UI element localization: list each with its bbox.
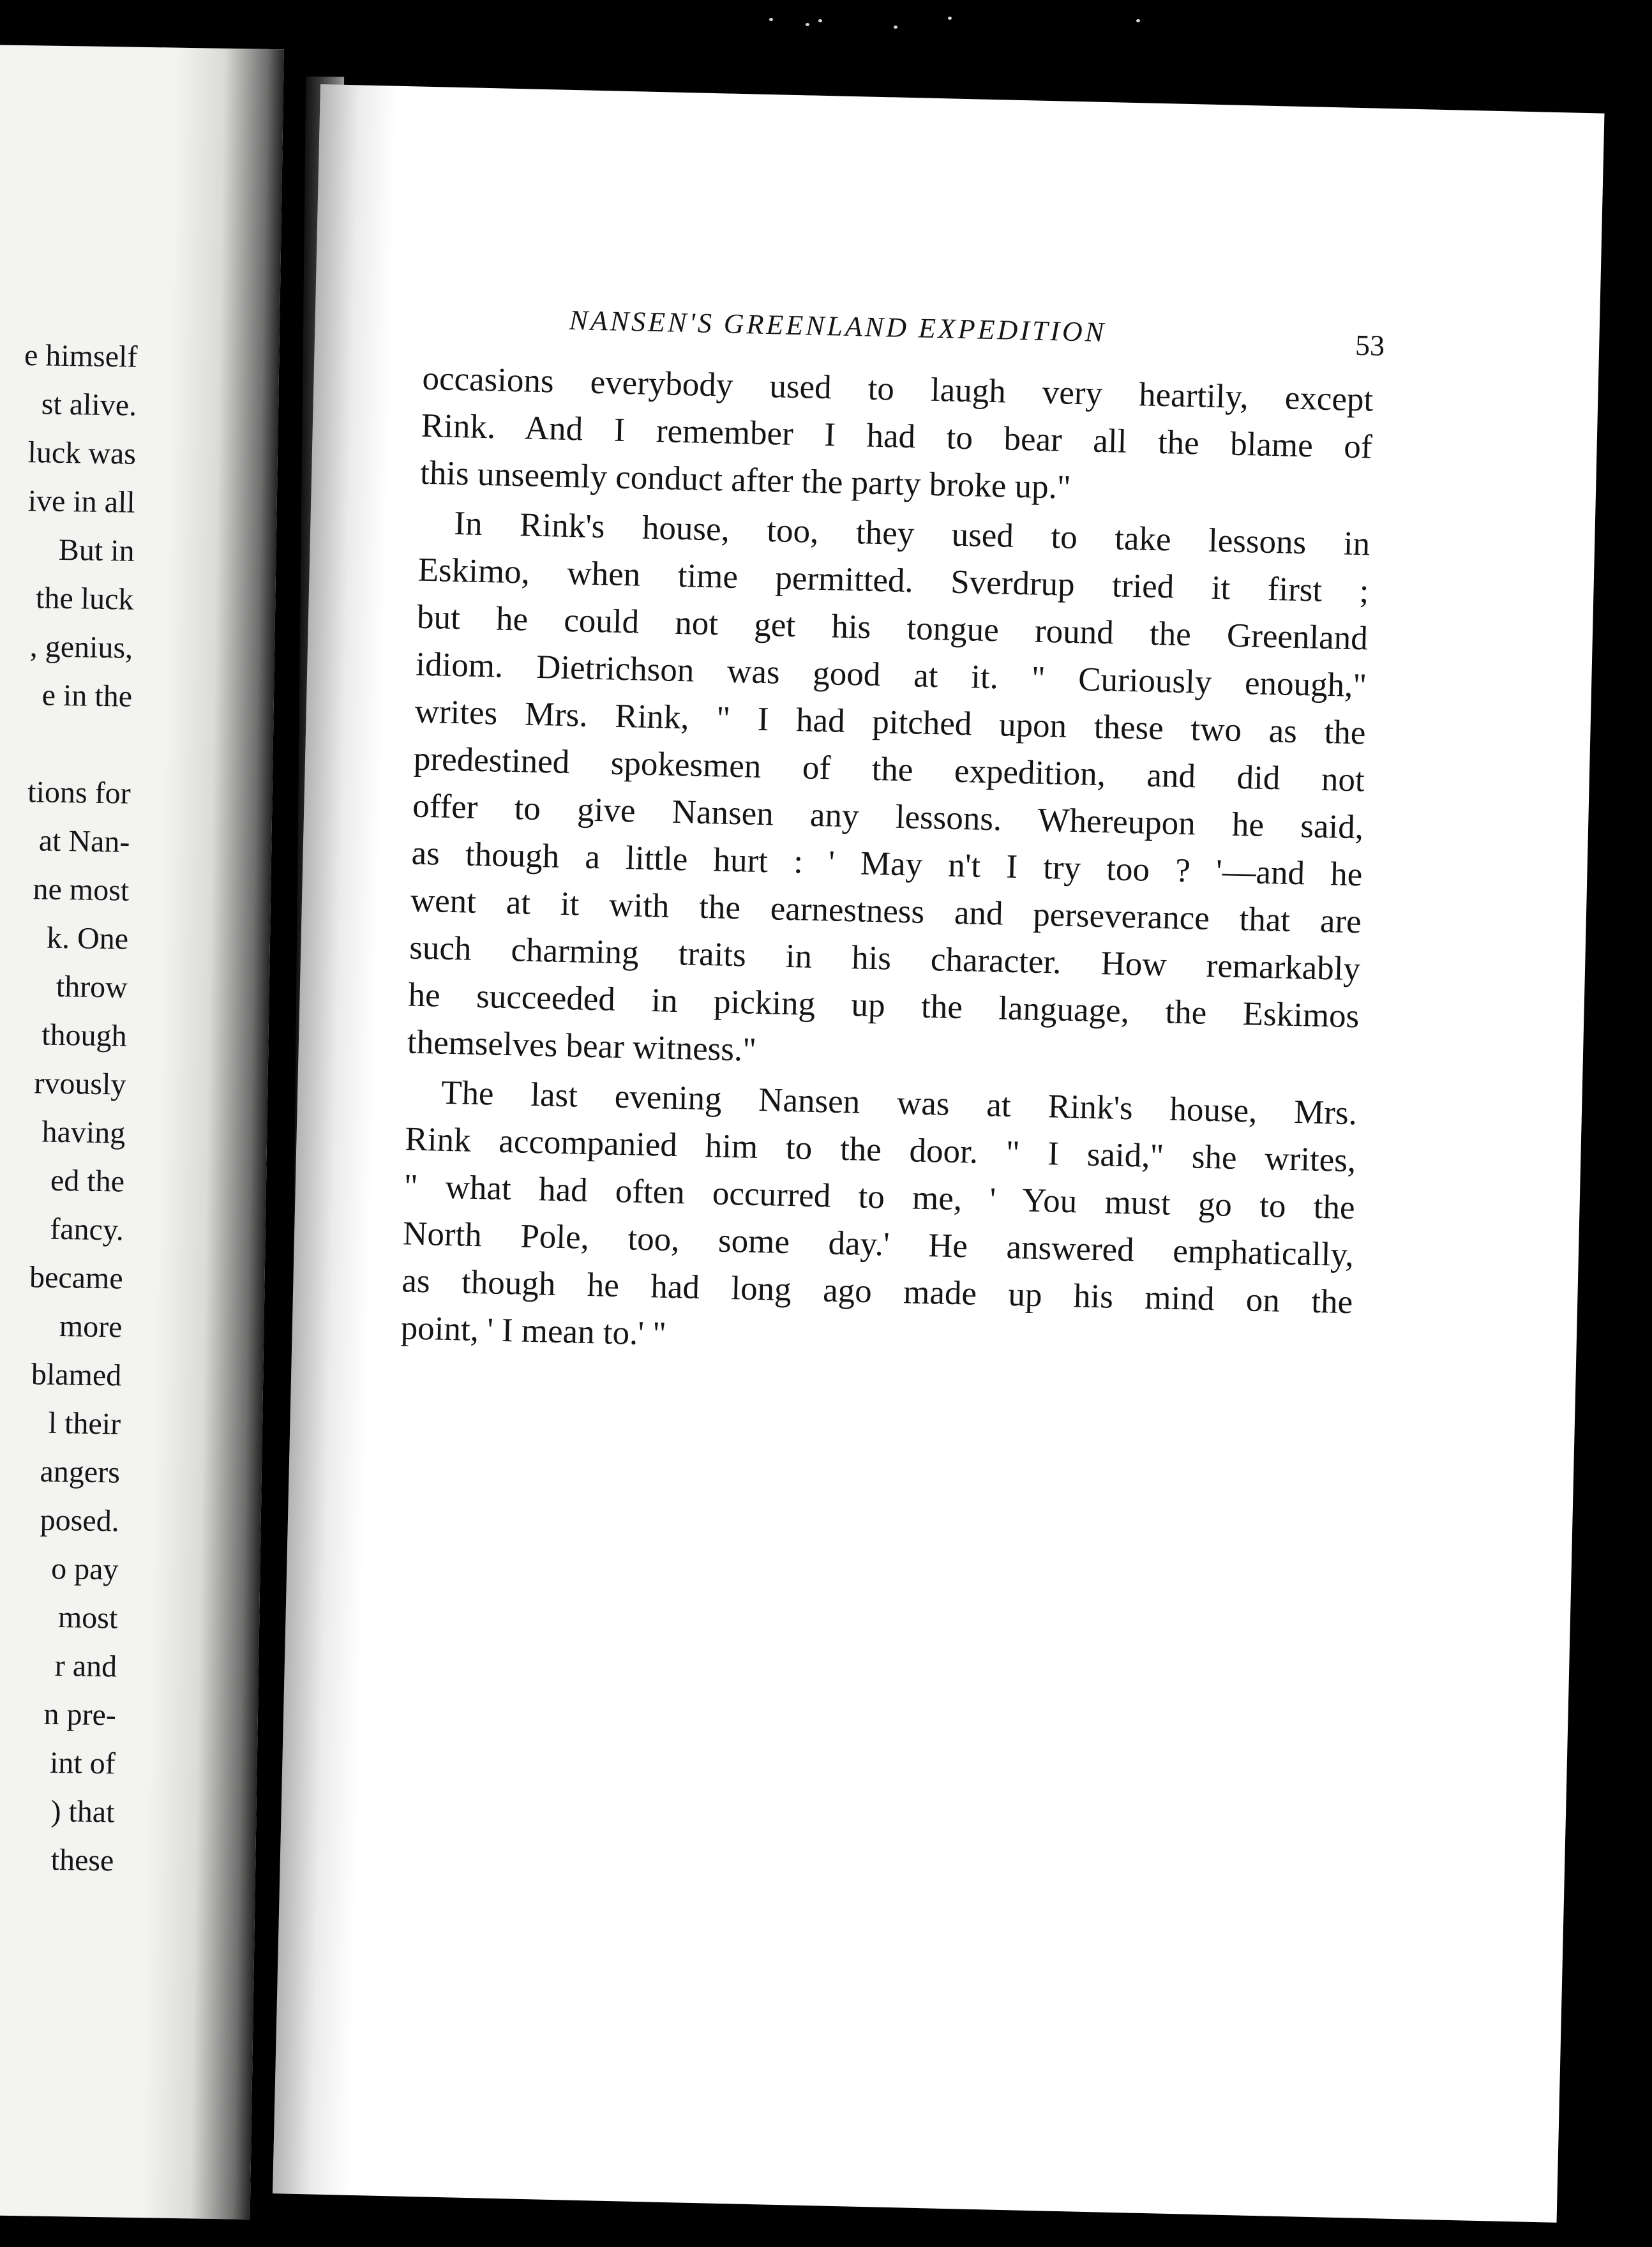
left-page-gutter-shadow — [142, 48, 284, 2220]
text-line: predestined spokesmen of the expedition, and did not — [413, 740, 1365, 799]
text-line: Eskimo, when time permitted. Sverdrup tried it first ; — [417, 551, 1370, 610]
left-page-line: l their — [48, 1406, 121, 1441]
body-text — [400, 355, 1374, 1373]
left-page-line: fancy. — [49, 1212, 124, 1247]
left-page-line: more — [59, 1309, 123, 1344]
text-line: went at it with the earnestness and perseverance that are — [410, 882, 1362, 941]
left-page-line: k. One — [46, 921, 129, 956]
page-number: 53 — [1355, 328, 1385, 362]
paragraph — [407, 499, 1370, 1088]
left-page-line: became — [29, 1260, 124, 1296]
text-line: this unseemly conduct after the party broke up." — [419, 454, 1072, 506]
text-line: as though he had long ago made up his mind on the — [401, 1262, 1353, 1321]
text-line: " what had often occurred to me, ' You must go to the — [403, 1168, 1356, 1227]
text-line: as though a little hurt : ' May n't I try too ? '—and he — [411, 834, 1363, 894]
left-page-line: angers — [40, 1454, 121, 1490]
text-line: North Pole, too, some day.' He answered emphatically, — [402, 1215, 1355, 1274]
right-page-gutter-shadow — [273, 84, 397, 2195]
left-page-line: , genius, — [29, 629, 133, 665]
left-page-line: st alive. — [41, 387, 137, 423]
left-page-line: ) that — [50, 1794, 115, 1830]
left-page-line: luck was — [27, 435, 137, 471]
left-page-line: the luck — [35, 581, 134, 617]
text-line: Rink. And I remember I had to bear all the blame of — [421, 407, 1373, 466]
text-line: idiom. Dietrichson was good at it. " Curiously enough," — [415, 645, 1367, 705]
left-page-line: r and — [54, 1648, 117, 1684]
left-page-line: e himself — [24, 338, 138, 374]
left-page-line: n pre- — [43, 1697, 117, 1732]
left-page-line: int of — [49, 1745, 116, 1781]
left-page-text-column — [0, 331, 138, 1886]
left-page-line: But in — [58, 532, 135, 568]
dust-speck — [806, 23, 809, 26]
text-line: writes Mrs. Rink, " I had pitched upon these two as the — [414, 693, 1367, 752]
left-page-line: tions for — [27, 775, 131, 811]
text-line: The last evening Nansen was at Rink's house, Mrs. — [440, 1074, 1358, 1132]
text-line: occasions everybody used to laugh very heartily, except — [421, 359, 1374, 419]
dust-speck — [1136, 19, 1140, 22]
left-page-line: though — [41, 1018, 128, 1053]
left-page-line: rvously — [34, 1066, 126, 1102]
text-line: In Rink's house, too, they used to take lessons in — [453, 504, 1370, 563]
running-head: NANSEN'S GREENLAND EXPEDITION — [569, 304, 1107, 349]
dust-speck — [818, 19, 822, 22]
left-page — [0, 45, 284, 2220]
dust-speck — [894, 26, 897, 29]
paragraph — [419, 355, 1374, 518]
left-page-line — [0, 719, 131, 770]
left-page-line: o pay — [50, 1551, 119, 1587]
left-page-line: at Nan- — [38, 823, 130, 859]
left-page-line: throw — [56, 969, 128, 1005]
text-line: point, ' I mean to.' " — [400, 1309, 667, 1353]
text-line: such charming traits in his character. How remarkably — [409, 929, 1361, 988]
left-page-line: having — [41, 1115, 126, 1150]
text-line: offer to give Nansen any lessons. Whereupon he said, — [412, 787, 1364, 846]
left-page-line: blamed — [31, 1357, 122, 1393]
text-line: he succeeded in picking up the language, the Eskimos — [408, 976, 1360, 1035]
left-page-line: posed. — [40, 1503, 120, 1538]
left-page-line: most — [57, 1600, 118, 1635]
text-line: but he could not get his tongue round the Greenland — [416, 598, 1369, 658]
left-page-line: ive in all — [27, 484, 136, 520]
text-line: Rink accompanied him to the door. " I said," she writes, — [404, 1120, 1356, 1180]
left-page-line: e in the — [41, 678, 133, 714]
left-page-line: ne most — [33, 872, 130, 908]
left-page-line: ed the — [50, 1163, 125, 1199]
dust-speck — [769, 18, 773, 21]
text-line: themselves bear witness." — [407, 1023, 757, 1069]
paragraph — [400, 1068, 1358, 1373]
left-page-line: these — [50, 1842, 114, 1878]
right-page — [273, 84, 1604, 2223]
dust-speck — [948, 17, 952, 20]
